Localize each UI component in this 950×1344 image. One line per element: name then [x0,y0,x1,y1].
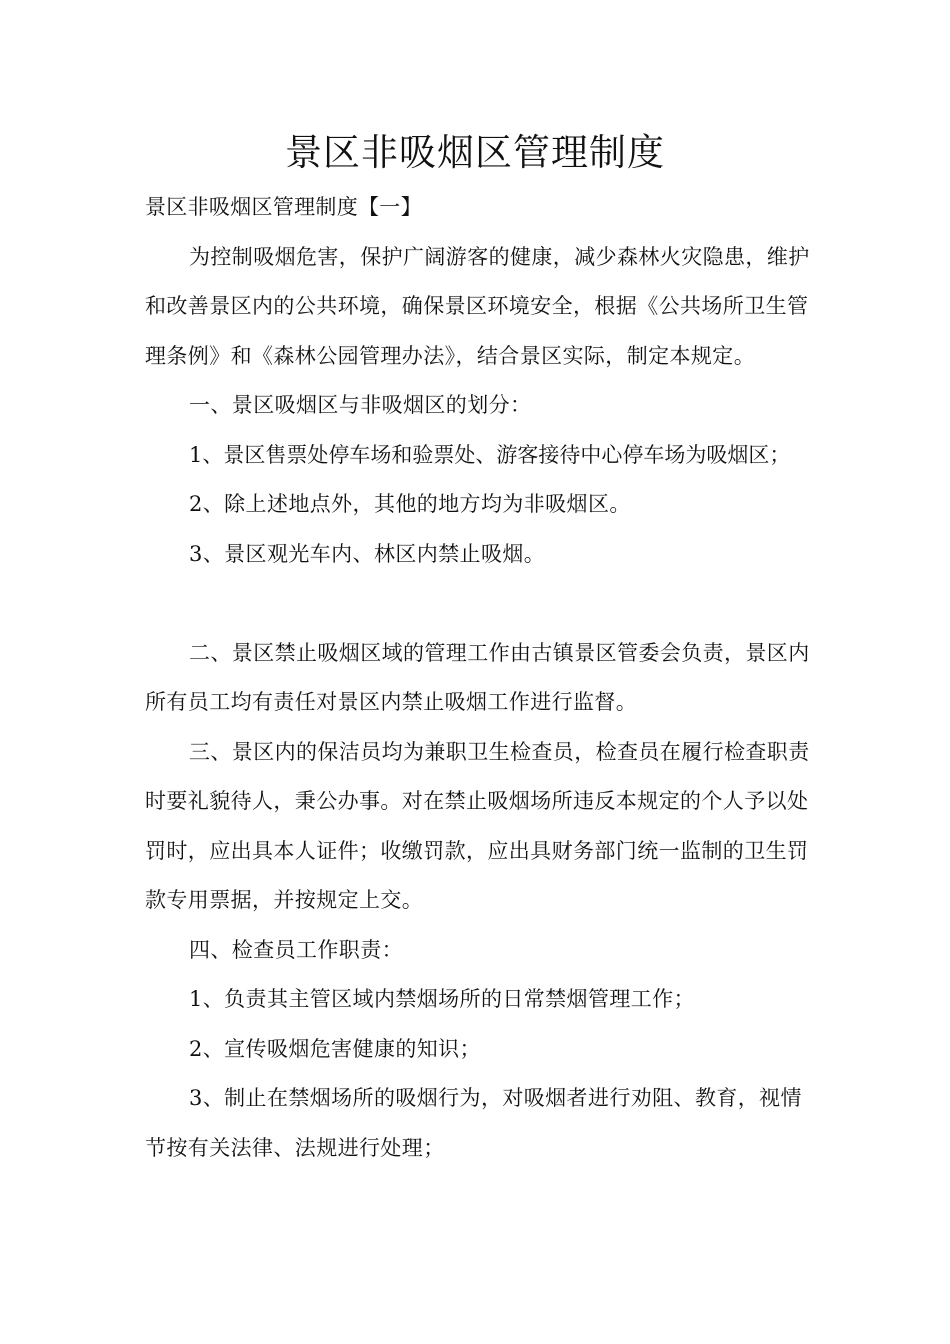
document-title: 景区非吸烟区管理制度 [285,131,665,174]
list-item: 3、制止在禁烟场所的吸烟行为，对吸烟者进行劝阻、教育，视情节按有关法律、法规进行处理； [145,1086,802,1160]
section-paragraph-2: 二、景区禁止吸烟区域的管理工作由古镇景区管委会负责，景区内所有员工均有责任对景区内禁止吸烟工作进行监督。 [145,640,810,714]
list-item: 2、除上述地点外，其他的地方均为非吸烟区。 [189,492,631,516]
document-body [145,183,815,1173]
blank-line [145,579,815,629]
intro-paragraph: 为控制吸烟危害，保护广阔游客的健康，减少森林火灾隐患，维护和改善景区内的公共环境，确保景区环境安全，根据《公共场所卫生管理条例》和《森林公园管理办法》，结合景区实际，制定本规定。 [145,244,810,368]
section-heading-4: 四、检查员工作职责： [189,937,403,962]
section-heading-1: 一、景区吸烟区与非吸烟区的划分： [189,393,532,417]
list-item: 1、景区售票处停车场和验票处、游客接待中心停车场为吸烟区； [189,442,791,467]
list-item: 2、宣传吸烟危害健康的知识； [189,1036,481,1061]
section-paragraph-3: 三、景区内的保洁员均为兼职卫生检查员，检查员在履行检查职责时要礼貌待人，秉公办事。对在禁止吸烟场所违反本规定的个人予以处罚时，应出具本人证件；收缴罚款，应出具财务部门统一监制的卫生罚款专用票据，并按规定上交。 [145,739,810,912]
section-subtitle: 景区非吸烟区管理制度【一】 [145,195,422,219]
list-item: 3、景区观光车内、林区内禁止吸烟。 [189,541,546,566]
list-item: 1、负责其主管区域内禁烟场所的日常禁烟管理工作； [189,987,695,1011]
